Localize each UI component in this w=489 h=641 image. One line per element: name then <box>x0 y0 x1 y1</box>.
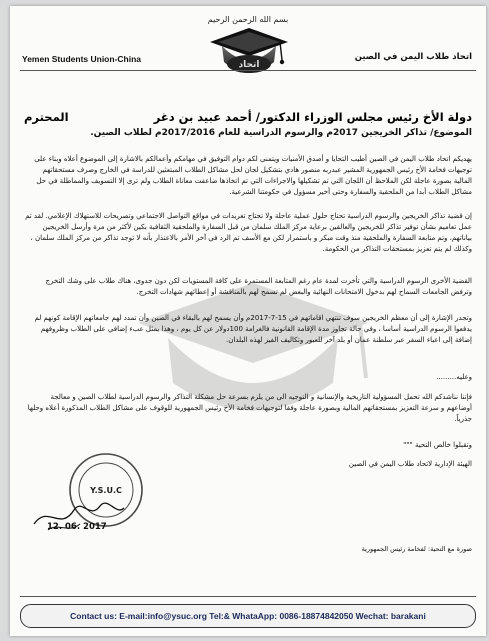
paragraph-5: فإننا نناشدكم الله تحمل المسؤولية التاريخية والإنسانية و التوجيه الى من يلزم بسرعة حل مشكلة التذاكر والرسوم الدراسية لطلاب الصين و معالجة أوضاعهم و سرعة التعزيز بمستحقاتهم المالية وبصورة عاجلة وفقا لتوجيهات فخامة الأخ رئيس الجمهورية للوقوف على مشاكل الطلاب المذكورة أعلاه وحلها جذرياً. <box>27 393 472 423</box>
header-divider <box>20 70 476 71</box>
paragraph-3: القضية الأخرى الرسوم الدراسية والتي تأخرت لمدة عام رغم المتابعة المستمرة على كافة المستويات لكن دون جدوى، هناك طلاب على وشك التخرج وترفض الجامعات السماح لهم بدخول الامتحانات النهائية والبعض لم تسمح لهم بالمناقشة أو إعطائهم شهادات التخرج. <box>45 277 472 296</box>
bismillah: بسم الله الرحمن الرحيم <box>207 15 289 24</box>
paragraph-4: وتجدر الإشارة إلى أن معظم الخريجين سوف تنتهي اقاماتهم في 15-7-2017م وأن يسمح لهم بالبقاء في الصين وأن تمدد لهم جامعاتهم الإقامة كونهم لم يدفعوا الرسوم الدراسية أساسا ، وفي حالة تجاوز مدة الإقامة القانونية فالغرامة 100دولار عن كل يوم ، وهذا يمثل عبء إضافي على الطلاب وظروفهم إضافة إلى اعباء السفر عبر سلطنة عمان أو بلد آخر للعبور وتكاليف الفيز لهذه البلدان. <box>34 314 472 344</box>
respect-title: المحترم <box>24 110 69 124</box>
org-name-english: Yemen Students Union-China <box>22 54 142 64</box>
addressee-line <box>24 110 472 124</box>
signature-line: الهيئة الإدارية لاتحاد طلاب اليمن في الصين <box>348 460 472 468</box>
footer-divider <box>20 596 476 597</box>
addressee: دولة الأخ رئيس مجلس الوزراء الدكتور/ أحمد عبيد بن دغر <box>153 110 472 124</box>
paragraph-2: إن قضية تذاكر الخريجين والرسوم الدراسية تحتاج حلول عملية عاجلة ولا تحتاج تغريدات في مواقع التواصل الاجتماعي وتصريحات للاستهلاك الإعلامي. لقد تم عمل تعاميم بشأن توفير تذاكر للخريجين والعالقين برعاية مركز الملك سلمان من قبل السفارة والملحقية الثقافية بكين لأكثر من مرة وأرسل الخريجين بياناتهم، وتم متابعة السفارة والملحقية منذ وقت مبكر و باستمرار لكن مع الأسف تم الرد في آخر الأمر بالاعتذار بأنه لا توجد تذاكر من مركز الملك سلمان ، وكذلك لم يتم تعزيز بمستحقات التذاكر من الحكومة. <box>25 212 472 253</box>
subject-line: الموضوع/ تذاكر الخريجين 2017م والرسوم الدراسية للعام 2017/2016م لطلاب الصين. <box>90 128 472 138</box>
paragraph-1: يهديكم اتحاد طلاب اليمن في الصين أطيب التحايا و أصدق الأمنيات ويتمنى لكم دوام التوفيق في مهامكم وأعمالكم بالاشارة إلى الموضوع أعلاه وبناء على توجيهات فخامة الأخ رئيس الجمهورية المشير عبدربه منصور هادي بتشكيل لجان لحل مشاكل الطلاب المبتعثين للدراسة في الخارج وصرف مستحقاتهم المالية بصورة عاجلة لكن الملاحظ أن اللجان التي تم تشكيلها والاجراءات التي تم اتخاذها ضاعفت معاناة الطلاب ولم ترى إلا التسويف والمماطلة في حل مشاكل الطلاب أبدا من الملحقية والسفارة وحتى أخير مسؤول في حكومتنا الشرعية. <box>34 155 472 196</box>
carbon-copy-line: صورة مع التحية: لفخامة رئيس الجمهورية <box>361 545 472 553</box>
closing-line: وتقبلوا خالص التحية """ <box>403 441 472 449</box>
stamp-text: Y.S.U.C <box>90 486 122 495</box>
contact-footer: Contact us: E-mail:info@ysuc.org Tel:& WhataApp: 0086-18874842050 Wechat: barakani <box>20 604 476 628</box>
letter-page <box>10 6 486 636</box>
svg-text:اتحاد: اتحاد <box>238 60 260 70</box>
org-name-arabic: اتحاد طلاب اليمن في الصين <box>354 52 472 62</box>
union-logo-icon <box>208 26 290 86</box>
continuation-line: وعليه......... <box>436 373 472 381</box>
letter-date: 12. 06. 2017 <box>47 522 107 532</box>
